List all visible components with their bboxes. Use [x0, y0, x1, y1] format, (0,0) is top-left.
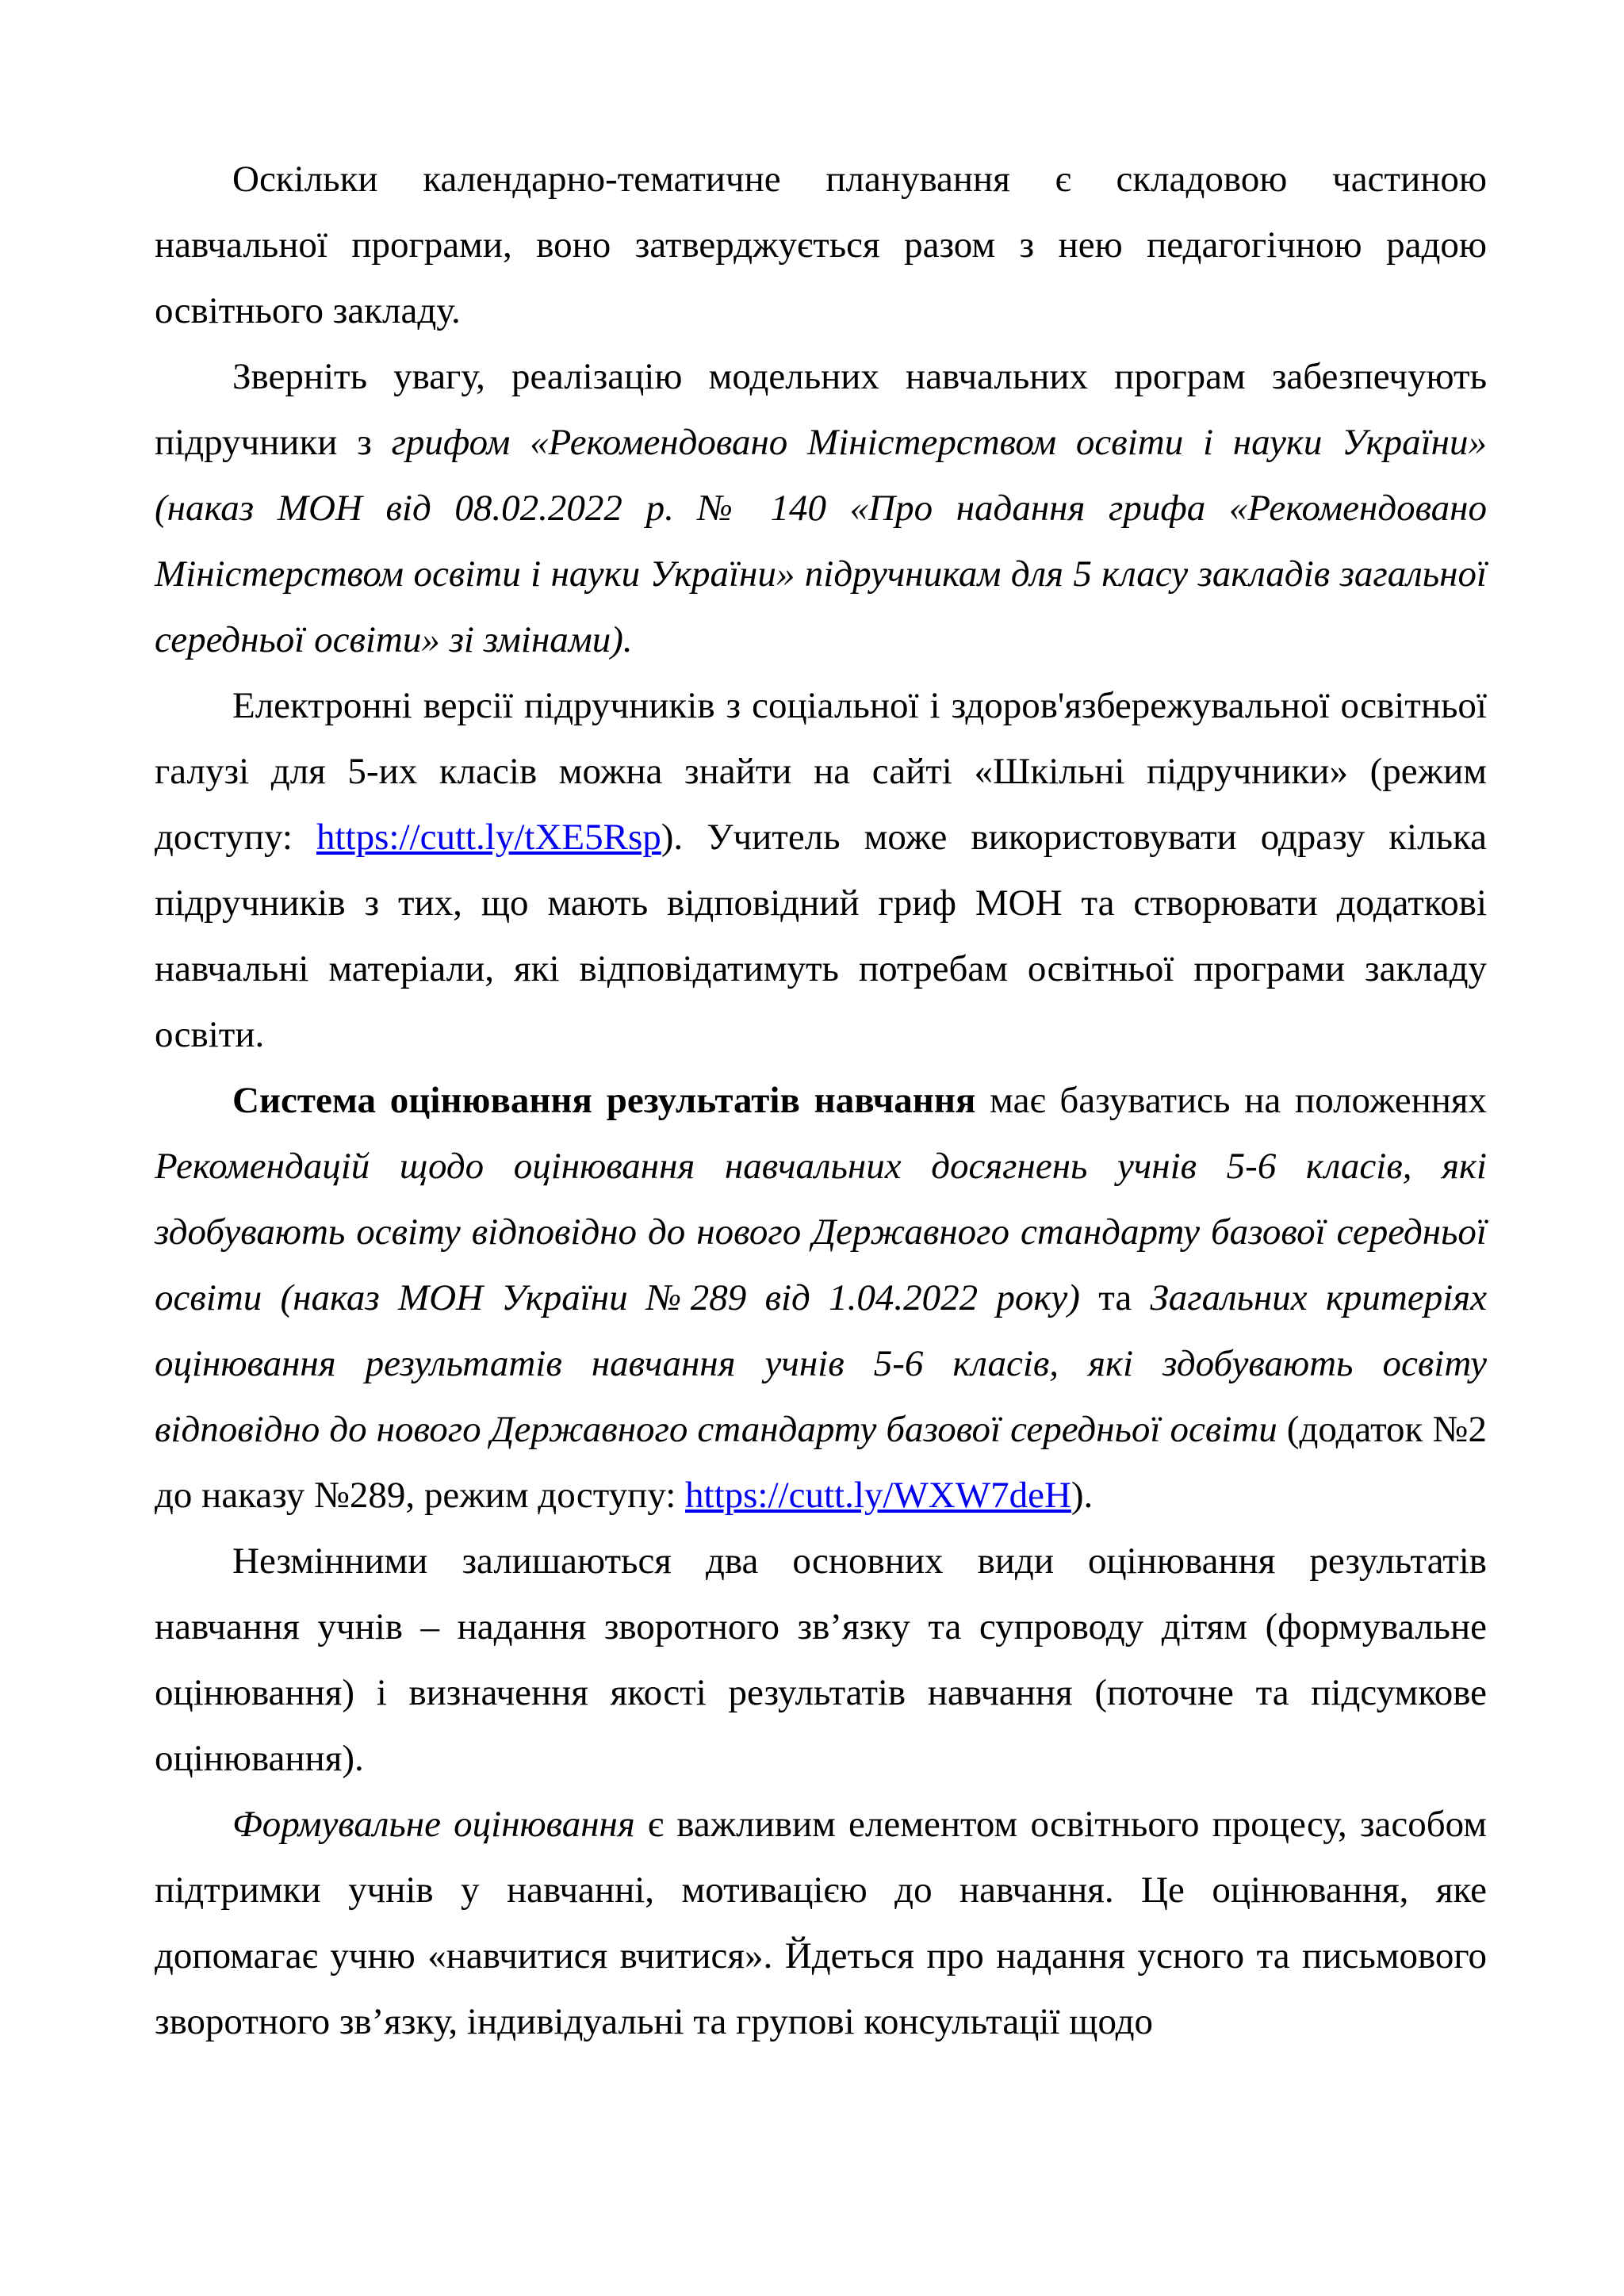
- paragraph-text: ).: [1071, 1475, 1094, 1516]
- paragraph-assessment-types: [155, 1529, 1487, 1792]
- paragraph-text: ). Учитель може використовувати одразу кілька підручників з тих, що мають відповідний гриф МОН та створювати додаткові навчальні матеріали, які відповідатимуть потребам освітньої програми закладу освіти.: [155, 817, 1487, 1055]
- italic-text: Формувальне оцінювання: [232, 1804, 635, 1845]
- italic-text: грифом «Рекомендовано Міністерством освіти і науки України» (наказ МОН від 08.02.2022 р. № 140 «Про надання грифа «Рекомендовано Міністерством освіти і науки України» підручникам для 5 класу закладів загальної середньої освіти» зі змінами).: [155, 422, 1487, 660]
- paragraph-text: Незмінними залишаються два основних види оцінювання результатів навчання учнів – надання зворотного зв’язку та супроводу дітям (формувальне оцінювання) і визначення якості результатів навчання (поточне та підсумкове оцінювання).: [155, 1540, 1487, 1779]
- paragraph-text: має базуватись на положеннях: [975, 1080, 1488, 1121]
- link-textbooks[interactable]: https://cutt.ly/tXE5Rsp: [316, 817, 661, 858]
- paragraph-text: є важливим елементом освітнього процесу, засобом підтримки учнів у навчанні, мотивацією до навчання. Це оцінювання, яке допомагає учню «навчитися вчитися». Йдеться про надання усного та письмового зворотного зв’язку, індивідуальні та групові консультації щодо: [155, 1804, 1487, 2042]
- paragraph-formative-assessment: [155, 1792, 1487, 2055]
- paragraph-electronic-versions: [155, 673, 1487, 1068]
- paragraph-text: та: [1079, 1277, 1151, 1318]
- paragraph-text: Зверніть увагу, реалізацію модельних навчальних програм забезпечують підручники з: [155, 356, 1487, 463]
- paragraph-assessment-system: [155, 1068, 1487, 1529]
- paragraph-text: Оскільки календарно-тематичне планування є складовою частиною навчальної програми, воно затверджується разом з нею педагогічною радою освітнього закладу.: [155, 159, 1487, 331]
- paragraph-text: (додаток №2 до наказу №289, режим доступу:: [155, 1409, 1487, 1516]
- paragraph-textbooks-stamp: [155, 344, 1487, 673]
- link-criteria[interactable]: https://cutt.ly/WXW7deH: [685, 1475, 1071, 1516]
- bold-text: Система оцінювання результатів навчання: [232, 1080, 976, 1121]
- italic-text: Загальних критеріях оцінювання результатів навчання учнів 5-6 класів, які здобувають освіту відповідно до нового Державного стандарту базової середньої освіти: [155, 1277, 1488, 1450]
- document-body: [155, 147, 1487, 2055]
- paragraph-planning-approval: [155, 147, 1487, 344]
- paragraph-text: Електронні версії підручників з соціальної і здоров'язбережувальної освітньої галузі для 5-их класів можна знайти на сайті «Шкільні підручники» (режим доступу:: [155, 685, 1487, 858]
- italic-text: Рекомендацій щодо оцінювання навчальних досягнень учнів 5-6 класів, які здобувають освіту відповідно до нового Державного стандарту базової середньої освіти (наказ МОН України №289 від 1.04.2022 року): [155, 1146, 1487, 1318]
